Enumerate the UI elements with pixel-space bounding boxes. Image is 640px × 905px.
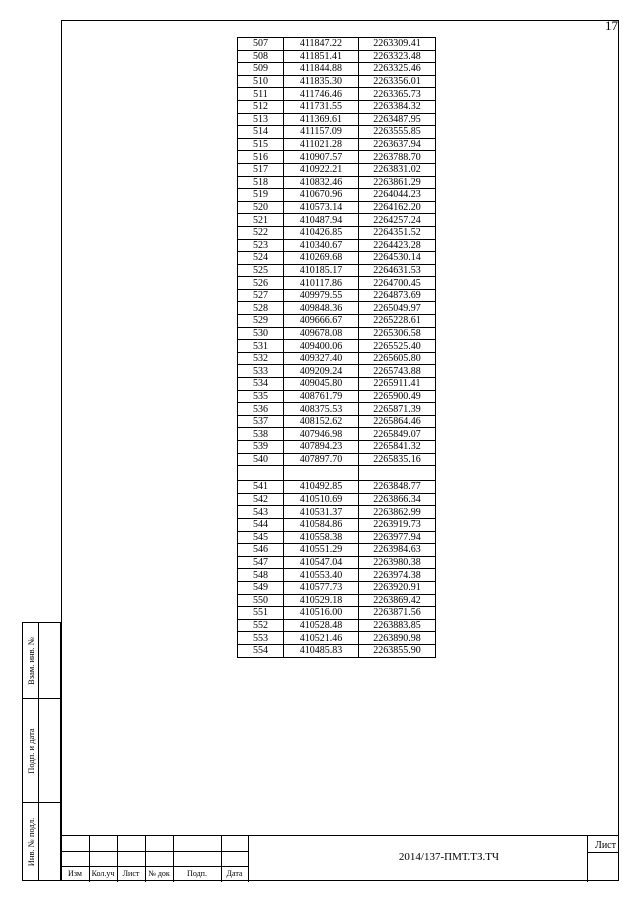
table-row: [238, 214, 436, 227]
table-row: [238, 466, 436, 481]
table-row: [238, 277, 436, 290]
y-coordinate-cell: 2263487.95: [359, 113, 436, 126]
y-coordinate-cell: 2263866.34: [359, 493, 436, 506]
x-coordinate-cell: 410832.46: [284, 176, 359, 189]
y-coordinate-cell: 2263890.98: [359, 632, 436, 645]
table-row: [238, 38, 436, 51]
x-coordinate-cell: 409848.36: [284, 302, 359, 315]
y-coordinate-cell: 2265841.32: [359, 441, 436, 454]
table-row: [238, 506, 436, 519]
y-coordinate-cell: 2263356.01: [359, 75, 436, 88]
table-row: [238, 100, 436, 113]
point-number-cell: 524: [238, 252, 284, 265]
y-coordinate-cell: 2264257.24: [359, 214, 436, 227]
table-row: [238, 189, 436, 202]
y-coordinate-cell: 2263920.91: [359, 581, 436, 594]
x-coordinate-cell: 410269.68: [284, 252, 359, 265]
x-coordinate-cell: 411746.46: [284, 88, 359, 101]
point-number-cell: 547: [238, 556, 284, 569]
y-coordinate-cell: 2263980.38: [359, 556, 436, 569]
point-number-cell: 527: [238, 289, 284, 302]
point-number-cell: 548: [238, 569, 284, 582]
page-number: 17: [605, 18, 618, 33]
y-coordinate-cell: 2263637.94: [359, 138, 436, 151]
y-coordinate-cell: 2263919.73: [359, 518, 436, 531]
point-number-cell: 551: [238, 607, 284, 620]
point-number-cell: 544: [238, 518, 284, 531]
point-number-cell: 529: [238, 315, 284, 328]
y-coordinate-cell: 2263862.99: [359, 506, 436, 519]
point-number-cell: 539: [238, 441, 284, 454]
table-row: [238, 151, 436, 164]
y-coordinate-cell: 2265228.61: [359, 315, 436, 328]
point-number-cell: 546: [238, 544, 284, 557]
side-label-inv: Инв. № подл.: [25, 817, 36, 866]
point-number-cell: 537: [238, 415, 284, 428]
table-row: [238, 176, 436, 189]
table-row: [238, 556, 436, 569]
table-row: [238, 441, 436, 454]
table-row: [238, 75, 436, 88]
table-row: [238, 428, 436, 441]
y-coordinate-cell: 2264700.45: [359, 277, 436, 290]
point-number-cell: 522: [238, 226, 284, 239]
stamp-ndok: № док: [148, 869, 170, 878]
point-number-cell: 518: [238, 176, 284, 189]
y-coordinate-cell: [359, 466, 436, 481]
point-number-cell: 523: [238, 239, 284, 252]
point-number-cell: 521: [238, 214, 284, 227]
x-coordinate-cell: 409327.40: [284, 352, 359, 365]
document-code: 2014/137-ПМТ.ТЗ.ТЧ: [398, 851, 500, 863]
stamp-kol: Кол.уч: [91, 869, 115, 878]
table-row: [238, 327, 436, 340]
table-row: [238, 201, 436, 214]
y-coordinate-cell: 2265605.80: [359, 352, 436, 365]
point-number-cell: 531: [238, 340, 284, 353]
point-number-cell: 536: [238, 403, 284, 416]
x-coordinate-cell: 410584.86: [284, 518, 359, 531]
side-field-podp: [22, 699, 61, 803]
point-number-cell: 510: [238, 75, 284, 88]
point-number-cell: 534: [238, 378, 284, 391]
table-row: [238, 88, 436, 101]
point-number-cell: 541: [238, 481, 284, 494]
x-coordinate-cell: 410553.40: [284, 569, 359, 582]
x-coordinate-cell: 411731.55: [284, 100, 359, 113]
table-row: [238, 569, 436, 582]
y-coordinate-cell: 2263555.85: [359, 126, 436, 139]
x-coordinate-cell: 410529.18: [284, 594, 359, 607]
point-number-cell: 530: [238, 327, 284, 340]
point-number-cell: 509: [238, 63, 284, 76]
x-coordinate-cell: 410907.57: [284, 151, 359, 164]
y-coordinate-cell: 2263325.46: [359, 63, 436, 76]
table-row: [238, 644, 436, 657]
y-coordinate-cell: 2265900.49: [359, 390, 436, 403]
y-coordinate-cell: 2263869.42: [359, 594, 436, 607]
point-number-cell: 540: [238, 453, 284, 466]
side-field-inv: [22, 803, 61, 881]
y-coordinate-cell: 2265049.97: [359, 302, 436, 315]
x-coordinate-cell: 411157.09: [284, 126, 359, 139]
stamp-izm: Изм: [68, 869, 82, 878]
table-row: [238, 493, 436, 506]
point-number-cell: 507: [238, 38, 284, 51]
y-coordinate-cell: 2263365.73: [359, 88, 436, 101]
side-field-vzam: [22, 622, 61, 699]
point-number-cell: 519: [238, 189, 284, 202]
table-row: [238, 163, 436, 176]
x-coordinate-cell: 410922.21: [284, 163, 359, 176]
x-coordinate-cell: 409678.08: [284, 327, 359, 340]
table-row: [238, 390, 436, 403]
table-row: [238, 632, 436, 645]
point-number-cell: 517: [238, 163, 284, 176]
x-coordinate-cell: 411021.28: [284, 138, 359, 151]
y-coordinate-cell: 2263974.38: [359, 569, 436, 582]
table-row: [238, 340, 436, 353]
point-number-cell: 508: [238, 50, 284, 63]
table-row: [238, 607, 436, 620]
table-row: [238, 378, 436, 391]
point-number-cell: 512: [238, 100, 284, 113]
x-coordinate-cell: 410117.86: [284, 277, 359, 290]
x-coordinate-cell: 408375.53: [284, 403, 359, 416]
y-coordinate-cell: 2263977.94: [359, 531, 436, 544]
table-row: [238, 581, 436, 594]
y-coordinate-cell: 2264162.20: [359, 201, 436, 214]
stamp-podp: Подп.: [187, 869, 207, 878]
table-row: [238, 289, 436, 302]
y-coordinate-cell: 2265911.41: [359, 378, 436, 391]
point-number-cell: 528: [238, 302, 284, 315]
point-number-cell: 526: [238, 277, 284, 290]
table-row: [238, 315, 436, 328]
table-row: [238, 619, 436, 632]
stamp-list: Лист: [122, 869, 140, 878]
y-coordinate-cell: 2264351.52: [359, 226, 436, 239]
x-coordinate-cell: 410185.17: [284, 264, 359, 277]
title-block: [61, 835, 619, 882]
x-coordinate-cell: 409045.80: [284, 378, 359, 391]
coordinates-table: [237, 37, 436, 658]
table-row: [238, 264, 436, 277]
point-number-cell: 542: [238, 493, 284, 506]
y-coordinate-cell: 2265525.40: [359, 340, 436, 353]
point-number-cell: 513: [238, 113, 284, 126]
point-number-cell: 535: [238, 390, 284, 403]
x-coordinate-cell: 410485.83: [284, 644, 359, 657]
x-coordinate-cell: 410340.67: [284, 239, 359, 252]
table-row: [238, 63, 436, 76]
table-row: [238, 481, 436, 494]
x-coordinate-cell: 410528.48: [284, 619, 359, 632]
table-row: [238, 50, 436, 63]
x-coordinate-cell: 411844.88: [284, 63, 359, 76]
table-row: [238, 302, 436, 315]
x-coordinate-cell: 410516.00: [284, 607, 359, 620]
point-number-cell: 550: [238, 594, 284, 607]
y-coordinate-cell: 2264631.53: [359, 264, 436, 277]
x-coordinate-cell: 411847.22: [284, 38, 359, 51]
point-number-cell: 516: [238, 151, 284, 164]
x-coordinate-cell: 410426.85: [284, 226, 359, 239]
y-coordinate-cell: 2264530.14: [359, 252, 436, 265]
x-coordinate-cell: 410577.73: [284, 581, 359, 594]
y-coordinate-cell: 2264873.69: [359, 289, 436, 302]
table-row: [238, 138, 436, 151]
y-coordinate-cell: 2264044.23: [359, 189, 436, 202]
sheet-label: Лист: [595, 840, 616, 851]
x-coordinate-cell: 411851.41: [284, 50, 359, 63]
y-coordinate-cell: 2263883.85: [359, 619, 436, 632]
x-coordinate-cell: 409666.67: [284, 315, 359, 328]
table-row: [238, 252, 436, 265]
x-coordinate-cell: [284, 466, 359, 481]
table-row: [238, 239, 436, 252]
y-coordinate-cell: 2263309.41: [359, 38, 436, 51]
y-coordinate-cell: 2263788.70: [359, 151, 436, 164]
point-number-cell: 532: [238, 352, 284, 365]
point-number-cell: 549: [238, 581, 284, 594]
table-row: [238, 531, 436, 544]
x-coordinate-cell: 410531.37: [284, 506, 359, 519]
y-coordinate-cell: 2265835.16: [359, 453, 436, 466]
point-number-cell: 553: [238, 632, 284, 645]
y-coordinate-cell: 2265871.39: [359, 403, 436, 416]
table-row: [238, 113, 436, 126]
table-row: [238, 352, 436, 365]
x-coordinate-cell: 410551.29: [284, 544, 359, 557]
x-coordinate-cell: 407946.98: [284, 428, 359, 441]
x-coordinate-cell: 410573.14: [284, 201, 359, 214]
y-coordinate-cell: 2265743.88: [359, 365, 436, 378]
y-coordinate-cell: 2265864.46: [359, 415, 436, 428]
y-coordinate-cell: 2263384.32: [359, 100, 436, 113]
table-row: [238, 365, 436, 378]
x-coordinate-cell: 409400.06: [284, 340, 359, 353]
x-coordinate-cell: 411835.30: [284, 75, 359, 88]
y-coordinate-cell: 2263848.77: [359, 481, 436, 494]
point-number-cell: 515: [238, 138, 284, 151]
side-label-podp: Подп. и дата: [25, 727, 36, 774]
x-coordinate-cell: 410487.94: [284, 214, 359, 227]
x-coordinate-cell: 407894.23: [284, 441, 359, 454]
y-coordinate-cell: 2263871.56: [359, 607, 436, 620]
y-coordinate-cell: 2263323.48: [359, 50, 436, 63]
table-row: [238, 226, 436, 239]
point-number-cell: 533: [238, 365, 284, 378]
table-row: [238, 453, 436, 466]
x-coordinate-cell: 410670.96: [284, 189, 359, 202]
x-coordinate-cell: 410521.46: [284, 632, 359, 645]
x-coordinate-cell: 410492.85: [284, 481, 359, 494]
point-number-cell: 511: [238, 88, 284, 101]
x-coordinate-cell: 410510.69: [284, 493, 359, 506]
x-coordinate-cell: 410558.38: [284, 531, 359, 544]
x-coordinate-cell: 410547.04: [284, 556, 359, 569]
x-coordinate-cell: 409979.55: [284, 289, 359, 302]
table-row: [238, 594, 436, 607]
x-coordinate-cell: 408761.79: [284, 390, 359, 403]
x-coordinate-cell: 408152.62: [284, 415, 359, 428]
point-number-cell: 520: [238, 201, 284, 214]
point-number-cell: 538: [238, 428, 284, 441]
table-row: [238, 403, 436, 416]
point-number-cell: 552: [238, 619, 284, 632]
table-row: [238, 518, 436, 531]
point-number-cell: 543: [238, 506, 284, 519]
y-coordinate-cell: 2263855.90: [359, 644, 436, 657]
table-row: [238, 415, 436, 428]
point-number-cell: 514: [238, 126, 284, 139]
y-coordinate-cell: 2265849.07: [359, 428, 436, 441]
y-coordinate-cell: 2265306.58: [359, 327, 436, 340]
table-row: [238, 126, 436, 139]
point-number-cell: 525: [238, 264, 284, 277]
y-coordinate-cell: 2263831.02: [359, 163, 436, 176]
y-coordinate-cell: 2264423.28: [359, 239, 436, 252]
point-number-cell: 545: [238, 531, 284, 544]
y-coordinate-cell: 2263984.63: [359, 544, 436, 557]
point-number-cell: 554: [238, 644, 284, 657]
side-label-vzam: Взам. инв. №: [25, 636, 36, 685]
x-coordinate-cell: 409209.24: [284, 365, 359, 378]
stamp-data: Дата: [226, 869, 243, 878]
x-coordinate-cell: 411369.61: [284, 113, 359, 126]
table-row: [238, 544, 436, 557]
x-coordinate-cell: 407897.70: [284, 453, 359, 466]
y-coordinate-cell: 2263861.29: [359, 176, 436, 189]
point-number-cell: [238, 466, 284, 481]
